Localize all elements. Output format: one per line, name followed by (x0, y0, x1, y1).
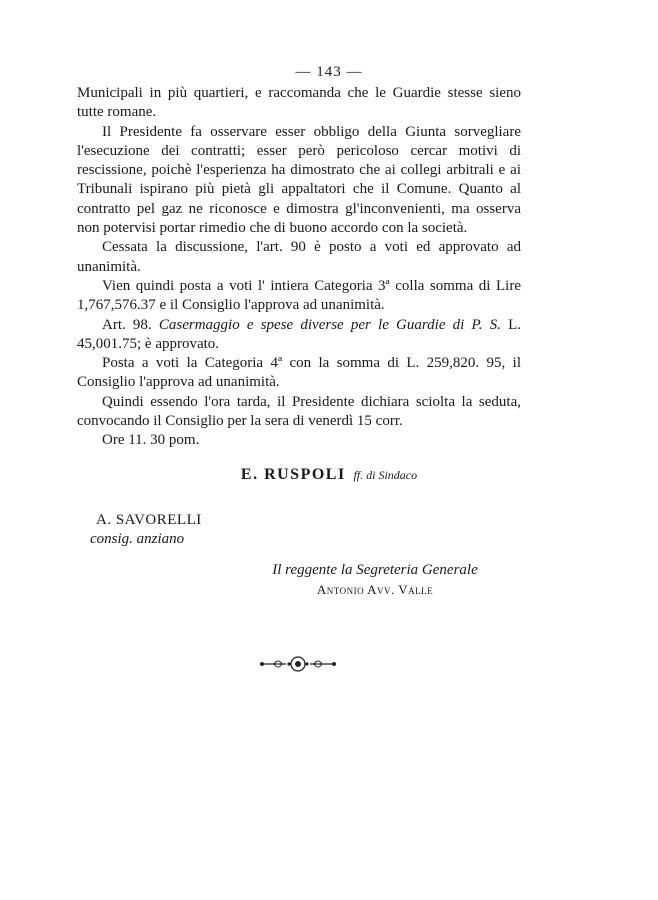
article-title: Casermaggio e spese diverse per le Guardie di P. S. (158, 316, 501, 333)
secretary-role: Il reggente la Segreteria Generale (272, 562, 478, 578)
paragraph: Quindi essendo l'ora tarda, il Presidente dichiara sciolta la seduta, convocando il Consiglio per la sera di venerdì 15 corr. (77, 393, 521, 430)
paragraph: Municipali in più quartieri, e raccomanda che le Guardie stesse sieno tutte romane. (77, 85, 521, 121)
article-number: Art. 98. (102, 316, 152, 333)
paragraph: Il Presidente fa osservare esser obbligo della Giunta sorvegliare l'esecuzione dei contratti; esser però pericoloso cercar motivi di rescissione, poichè l'esperienza ha dimostrato che ai collegi arbitrali e ai Tribunali ispirano più pietà gli appaltatori che il Comune. Quanto al contratto pel gaz ne riconosce e dimostra gl'inconvenienti, ma osserva non potervisi portar rimedio che di buono accordo con la società. (77, 123, 521, 237)
paragraph-article-98 (77, 316, 521, 355)
paragraph: Posta a voti la Categoria 4ª con la somma di L. 259,820. 95, il Consiglio l'approva ad unanimità. (77, 355, 521, 391)
article-amount: L. 45,001.75; è approvato. (77, 316, 522, 352)
councillor-name: A. SAVORELLI (96, 512, 202, 528)
councillor-role: consig. anziano (90, 531, 185, 547)
body-text (77, 84, 521, 451)
ornament-divider-icon (258, 652, 338, 676)
councillor-signature (90, 511, 202, 549)
secretary-name: Antonio Avv. Valle (316, 582, 434, 597)
secretary-signature (270, 561, 480, 599)
mayor-name: E. RUSPOLI (240, 466, 346, 483)
paragraph: Cessata la discussione, l'art. 90 è posto a voti ed approvato ad unanimità. (77, 239, 521, 275)
paragraph: Ore 11. 30 pom. (102, 432, 200, 449)
mayor-role: ff. di Sindaco (353, 468, 418, 482)
paragraph: Vien quindi posta a voti l' intiera Categoria 3ª colla somma di Lire 1,767,576.37 e il Consiglio l'approva ad unanimità. (77, 277, 521, 314)
page-number: — 143 — (295, 64, 363, 80)
mayor-signature (0, 466, 658, 484)
